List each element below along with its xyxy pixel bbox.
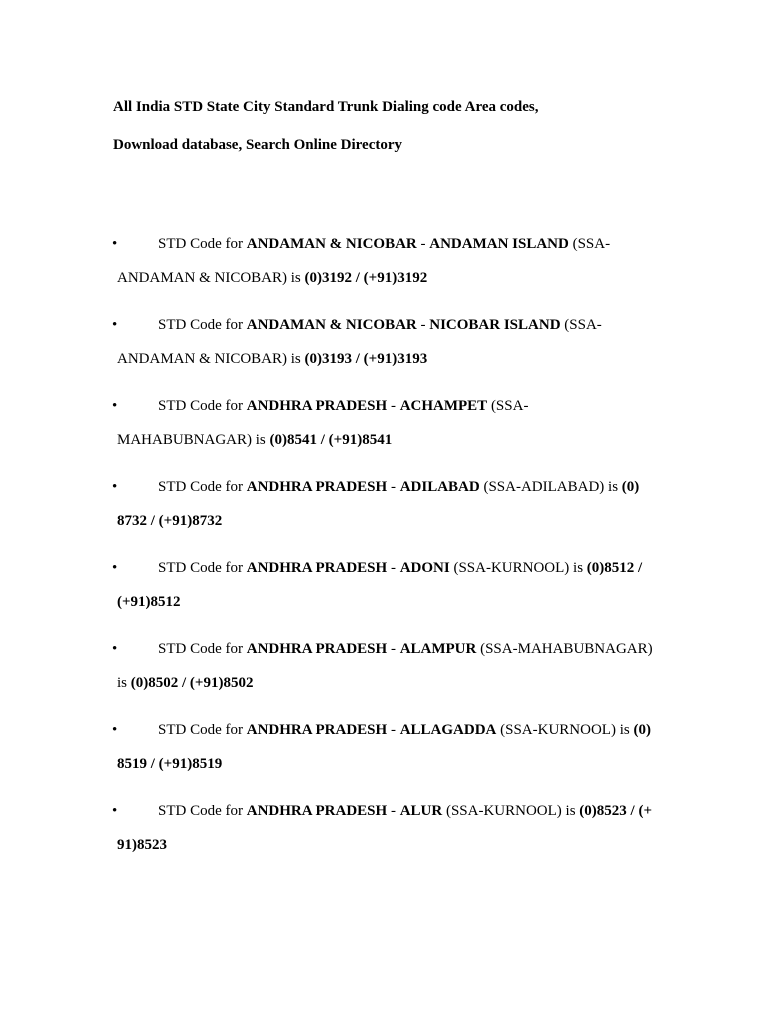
entry-city: ALUR xyxy=(399,803,443,819)
list-item xyxy=(0,396,768,466)
bullet-icon: • xyxy=(112,236,118,252)
entry-code: 8732 / (+91)8732 xyxy=(117,513,223,529)
bullet-icon: • xyxy=(112,479,118,495)
entry-line2 xyxy=(117,511,222,531)
entry-code: (0)8541 / (+91)8541 xyxy=(269,432,393,448)
list-item xyxy=(0,234,768,304)
entry-ssa-cont: MAHABUBNAGAR) is xyxy=(117,432,270,448)
entry-line2 xyxy=(117,754,222,774)
entry-code-start: (0)8512 / xyxy=(586,560,643,576)
entry-prefix: STD Code for xyxy=(158,236,247,252)
entry-city: NICOBAR ISLAND xyxy=(429,317,561,333)
bullet-icon: • xyxy=(112,803,118,819)
entry-prefix: STD Code for xyxy=(158,803,247,819)
document-title-line2: Download database, Search Online Directory xyxy=(113,137,403,153)
entry-code: (0)3192 / (+91)3192 xyxy=(304,270,428,286)
entry-ssa: (SSA-KURNOOL) is xyxy=(496,722,634,738)
entry-line1 xyxy=(158,315,602,335)
bullet-icon: • xyxy=(112,317,118,333)
list-item xyxy=(0,558,768,628)
entry-code: 8519 / (+91)8519 xyxy=(117,756,223,772)
bullet-icon: • xyxy=(112,641,118,657)
entry-code: (+91)8512 xyxy=(117,594,181,610)
entry-separator: - xyxy=(416,317,430,333)
entry-state: ANDHRA PRADESH xyxy=(246,722,388,738)
entry-code: (0)3193 / (+91)3193 xyxy=(304,351,428,367)
bullet-icon: • xyxy=(112,722,118,738)
entry-line1 xyxy=(158,558,642,578)
entry-city: ACHAMPET xyxy=(399,398,488,414)
entry-code-start: (0) xyxy=(633,722,651,738)
entry-separator: - xyxy=(387,560,400,576)
entry-state: ANDHRA PRADESH xyxy=(246,803,388,819)
bullet-icon: • xyxy=(112,560,118,576)
list-item xyxy=(0,315,768,385)
entry-state: ANDHRA PRADESH xyxy=(246,641,388,657)
entry-line2 xyxy=(117,592,181,612)
list-item xyxy=(0,477,768,547)
entry-prefix: STD Code for xyxy=(158,479,247,495)
entry-code-start: (0)8523 / (+ xyxy=(579,803,652,819)
entry-city: ALLAGADDA xyxy=(399,722,497,738)
entry-prefix: STD Code for xyxy=(158,722,247,738)
entry-line1 xyxy=(158,720,651,740)
entry-line1 xyxy=(158,396,528,416)
entry-separator: - xyxy=(387,803,400,819)
entry-city: ADILABAD xyxy=(399,479,480,495)
entry-state: ANDHRA PRADESH xyxy=(246,560,388,576)
list-item xyxy=(0,801,768,871)
entry-ssa: (SSA- xyxy=(487,398,529,414)
list-item xyxy=(0,639,768,709)
list-item xyxy=(0,720,768,790)
entry-code-start: (0) xyxy=(621,479,640,495)
entry-ssa: (SSA- xyxy=(560,317,602,333)
entry-state: ANDHRA PRADESH xyxy=(246,479,388,495)
entry-separator: - xyxy=(387,398,400,414)
entry-city: ADONI xyxy=(399,560,450,576)
entry-ssa: (SSA-KURNOOL) is xyxy=(442,803,580,819)
entry-separator: - xyxy=(416,236,430,252)
entry-separator: - xyxy=(387,722,400,738)
entry-ssa: (SSA- xyxy=(568,236,611,252)
entry-separator: - xyxy=(387,641,400,657)
entry-line2 xyxy=(117,835,167,855)
entry-ssa: (SSA-MAHABUBNAGAR) xyxy=(476,641,653,657)
entry-state: ANDAMAN & NICOBAR xyxy=(246,236,417,252)
entry-line1 xyxy=(158,234,610,254)
entry-prefix: STD Code for xyxy=(158,398,247,414)
entry-ssa-cont: ANDAMAN & NICOBAR) is xyxy=(117,270,305,286)
entry-prefix: STD Code for xyxy=(158,560,247,576)
entry-line2 xyxy=(117,673,253,693)
entry-line1 xyxy=(158,477,639,497)
entry-line2 xyxy=(117,430,392,450)
entry-prefix: STD Code for xyxy=(158,317,247,333)
entry-ssa-cont: ANDAMAN & NICOBAR) is xyxy=(117,351,305,367)
entry-state: ANDAMAN & NICOBAR xyxy=(246,317,417,333)
entry-ssa: (SSA-KURNOOL) is xyxy=(449,560,587,576)
entry-code: (0)8502 / (+91)8502 xyxy=(130,675,254,691)
document-title-line1: All India STD State City Standard Trunk Dialing code Area codes, xyxy=(113,99,539,115)
entry-city: ANDAMAN ISLAND xyxy=(429,236,569,252)
entry-ssa-cont: is xyxy=(117,675,131,691)
entry-code: 91)8523 xyxy=(117,837,167,853)
entry-line1 xyxy=(158,801,652,821)
entry-line1 xyxy=(158,639,653,659)
entry-separator: - xyxy=(387,479,400,495)
entry-prefix: STD Code for xyxy=(158,641,247,657)
entry-line2 xyxy=(117,349,427,369)
bullet-icon: • xyxy=(112,398,118,414)
entry-ssa: (SSA-ADILABAD) is xyxy=(479,479,622,495)
entry-city: ALAMPUR xyxy=(399,641,477,657)
entry-state: ANDHRA PRADESH xyxy=(246,398,388,414)
entry-line2 xyxy=(117,268,427,288)
